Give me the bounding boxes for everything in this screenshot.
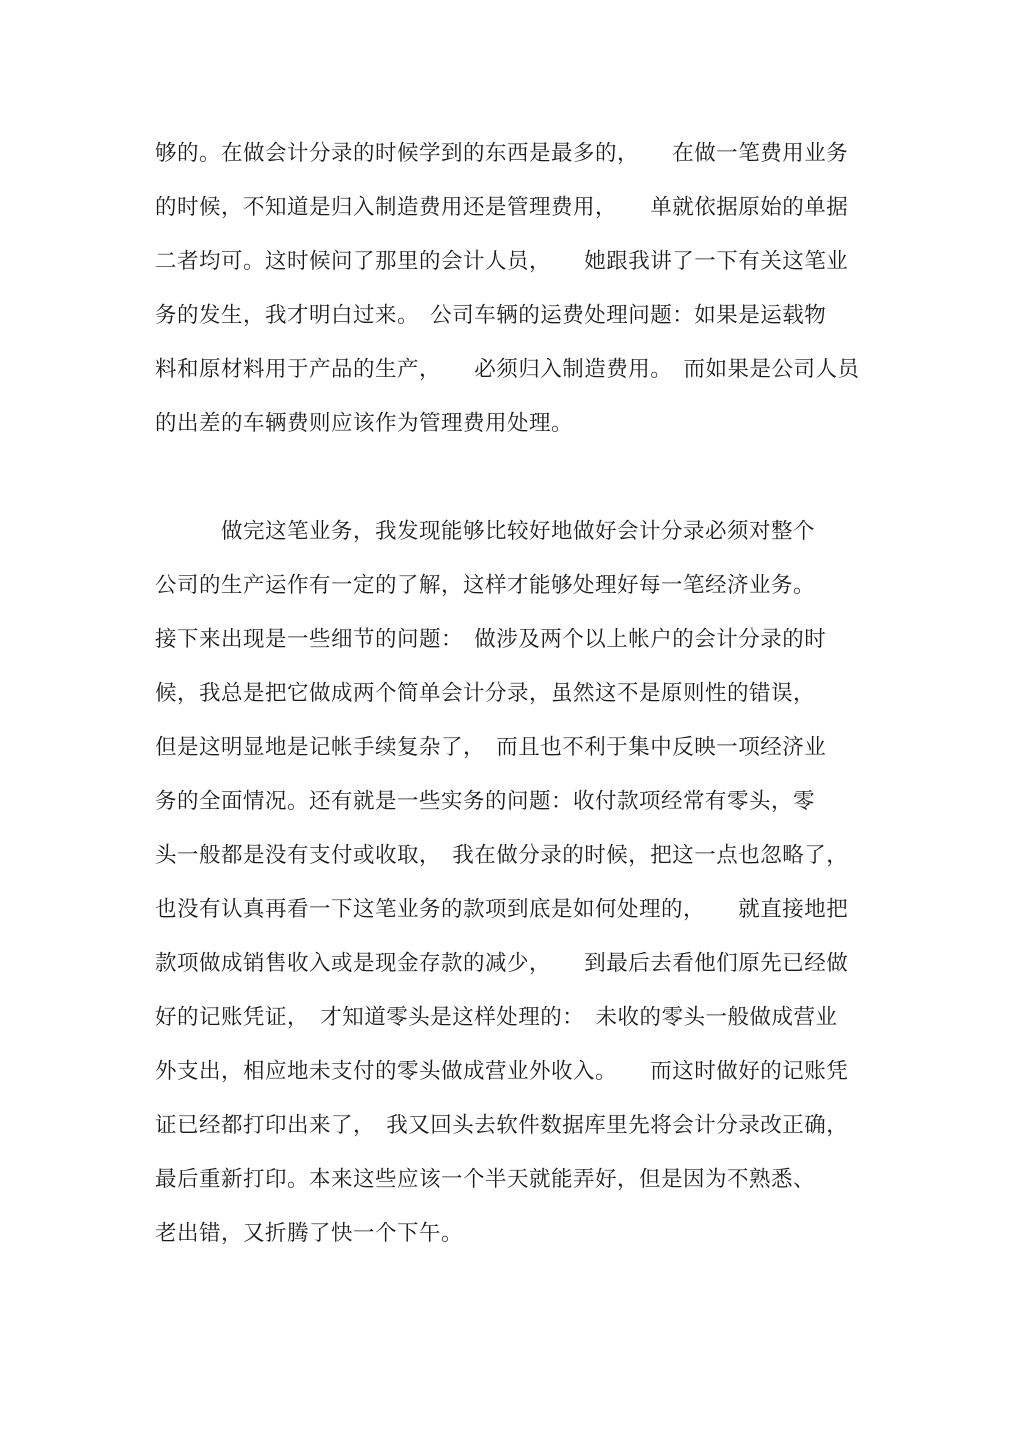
text-line: 外支出，相应地未支付的零头做成营业外收入。 而这时做好的记账凭 (155, 1059, 849, 1084)
text-line: 够的。在做会计分录的时候学到的东西是最多的， 在做一笔费用业务 (155, 141, 849, 166)
text-line: 二者均可。这时候问了那里的会计人员， 她跟我讲了一下有关这笔业 (155, 249, 849, 274)
text-line: 款项做成销售收入或是现金存款的减少， 到最后去看他们原先已经做 (155, 951, 849, 976)
text-line: 务的全面情况。还有就是一些实务的问题：收付款项经常有零头，零 (155, 789, 816, 814)
text-line: 但是这明显地是记帐手续复杂了， 而且也不利于集中反映一项经济业 (155, 735, 827, 760)
text-line: 的时候，不知道是归入制造费用还是管理费用， 单就依据原始的单据 (155, 195, 849, 220)
text-line: 也没有认真再看一下这笔业务的款项到底是如何处理的， 就直接地把 (155, 897, 849, 922)
text-line: 候，我总是把它做成两个简单会计分录，虽然这不是原则性的错误， (155, 681, 816, 706)
paragraph-1 (155, 134, 875, 458)
text-line: 接下来出现是一些细节的问题： 做涉及两个以上帐户的会计分录的时 (155, 627, 827, 652)
text-line: 头一般都是没有支付或收取， 我在做分录的时候，把这一点也忽略了， (155, 843, 849, 868)
text-line: 最后重新打印。本来这些应该一个半天就能弄好，但是因为不熟悉、 (155, 1167, 816, 1192)
text-line: 料和原材料用于产品的生产， 必须归入制造费用。 而如果是公司人员 (155, 357, 860, 382)
text-line: 公司的生产运作有一定的了解，这样才能够处理好每一笔经济业务。 (155, 573, 816, 598)
text-line: 做完这笔业务，我发现能够比较好地做好会计分录必须对整个 (155, 519, 816, 544)
text-line: 老出错，又折腾了快一个下午。 (155, 1221, 464, 1246)
text-line: 务的发生，我才明白过来。 公司车辆的运费处理问题：如果是运载物 (155, 303, 827, 328)
paragraph-2 (155, 512, 875, 1268)
text-line: 好的记账凭证， 才知道零头是这样处理的： 未收的零头一般做成营业 (155, 1005, 838, 1030)
text-line: 证已经都打印出来了， 我又回头去软件数据库里先将会计分录改正确， (155, 1113, 849, 1138)
text-line: 的出差的车辆费则应该作为管理费用处理。 (155, 411, 574, 436)
